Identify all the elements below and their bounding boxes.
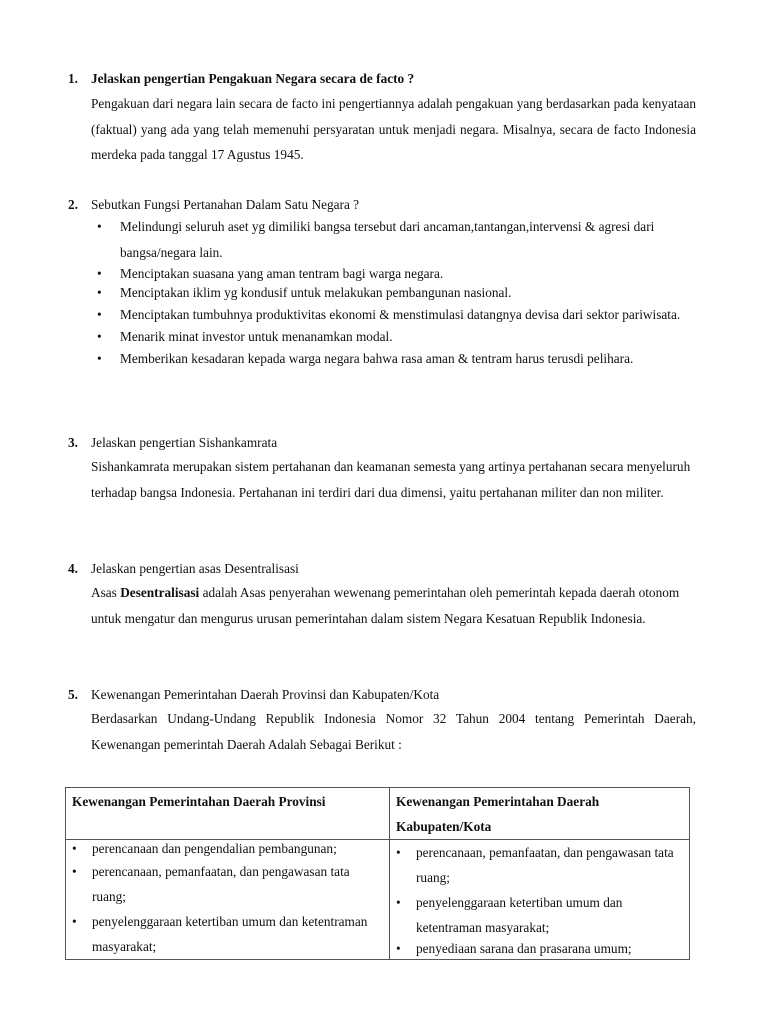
- question-text: Jelaskan pengertian Sishankamrata: [91, 435, 278, 450]
- keyword: Desentralisasi: [120, 585, 200, 600]
- bullet-list: [70, 840, 385, 959]
- list-item: • penyelenggaraan ketertiban umum dan ketentraman masyarakat;: [92, 909, 385, 959]
- bullet-icon: •: [97, 307, 102, 322]
- question-number: 5.: [68, 687, 78, 702]
- list-item: • penyelenggaraan ketertiban umum dan ketentraman masyarakat;: [416, 890, 685, 940]
- question-3: [68, 434, 696, 505]
- question-number: 1.: [68, 71, 78, 86]
- list-item: • penyediaan sarana dan prasarana umum;: [416, 940, 685, 959]
- table-header: Kewenangan Pemerintahan Daerah Provinsi: [66, 788, 390, 840]
- table-header: Kewenangan Pemerintahan Daerah Kabupaten/Kota: [390, 788, 690, 840]
- answer-text: Berdasarkan Undang-Undang Republik Indonesia Nomor 32 Tahun 2004 tentang Pemerintah Daerah, Kewenangan pemerintah Daerah Adalah Sebagai Berikut :: [91, 711, 696, 752]
- bullet-list: [394, 840, 685, 959]
- answer-text: Sishankamrata merupakan sistem pertahanan dan keamanan semesta yang artinya pertahanan secara menyeluruh terhadap bangsa Indonesia. Pertahanan ini terdiri dari dua dimensi, yaitu pertahanan militer dan non militer.: [91, 459, 691, 500]
- question-text: Jelaskan pengertian asas Desentralisasi: [91, 561, 299, 576]
- answer-text: Asas Desentralisasi adalah Asas penyerahan wewenang pemerintahan oleh pemerintah kepada daerah otonom untuk mengatur dan mengurus urusan pemerintahan dalam sistem Negara Kesatuan Republik Indonesia.: [91, 585, 680, 626]
- question-text: Sebutkan Fungsi Pertanahan Dalam Satu Negara ?: [91, 197, 360, 212]
- table-cell: [390, 840, 690, 960]
- question-number: 4.: [68, 561, 78, 576]
- question-number: 3.: [68, 435, 78, 450]
- question-5: [68, 686, 696, 757]
- bullet-icon: •: [97, 328, 102, 344]
- list-item: • perencanaan, pemanfaatan, dan pengawasan tata ruang;: [416, 840, 685, 890]
- question-text: Jelaskan pengertian Pengakuan Negara secara de facto ?: [91, 71, 415, 86]
- table-row: [66, 840, 690, 960]
- list-item: • perencanaan dan pengendalian pembangunan;: [92, 840, 385, 859]
- list-item: • Menciptakan suasana yang aman tentram bagi warga negara.: [120, 265, 696, 284]
- table-header-row: [66, 788, 690, 840]
- question-text: Kewenangan Pemerintahan Daerah Provinsi dan Kabupaten/Kota: [91, 687, 440, 702]
- bullet-icon: •: [72, 863, 77, 879]
- bullet-icon: •: [97, 284, 102, 300]
- bullet-icon: •: [396, 895, 401, 910]
- bullet-icon: •: [97, 266, 102, 281]
- list-item: • Menciptakan iklim yg kondusif untuk melakukan pembangunan nasional.: [120, 284, 696, 303]
- list-item: • Menciptakan tumbuhnya produktivitas ekonomi & menstimulasi datangnya devisa dari sektor pariwisata.: [120, 302, 696, 328]
- list-item: • Menarik minat investor untuk menanamkan modal.: [120, 328, 696, 347]
- list-item: • Memberikan kesadaran kepada warga negara bahwa rasa aman & tentram harus terusdi pelihara.: [120, 346, 696, 372]
- question-4: [68, 560, 696, 631]
- table-cell: [66, 840, 390, 960]
- bullet-icon: •: [72, 841, 77, 856]
- bullet-icon: •: [97, 219, 102, 234]
- bullet-icon: •: [72, 913, 77, 929]
- bullet-icon: •: [97, 351, 102, 366]
- bullet-icon: •: [396, 845, 401, 860]
- answer-text: Pengakuan dari negara lain secara de facto ini pengertiannya adalah pengakuan yang berdasarkan pada kenyataan (faktual) yang ada yang telah memenuhi persyaratan untuk menjadi negara. Misalnya, secara de facto Indonesia merdeka pada tanggal 17 Agustus 1945.: [91, 96, 696, 162]
- question-2: [68, 196, 696, 372]
- list-item: • perencanaan, pemanfaatan, dan pengawasan tata ruang;: [92, 859, 385, 909]
- authority-table: [65, 787, 690, 960]
- bullet-icon: •: [396, 941, 401, 956]
- question-1: [68, 70, 696, 168]
- question-number: 2.: [68, 197, 78, 212]
- bullet-list: [68, 214, 696, 372]
- list-item: • Melindungi seluruh aset yg dimiliki bangsa tersebut dari ancaman,tantangan,intervensi & agresi dari bangsa/negara lain.: [120, 214, 696, 265]
